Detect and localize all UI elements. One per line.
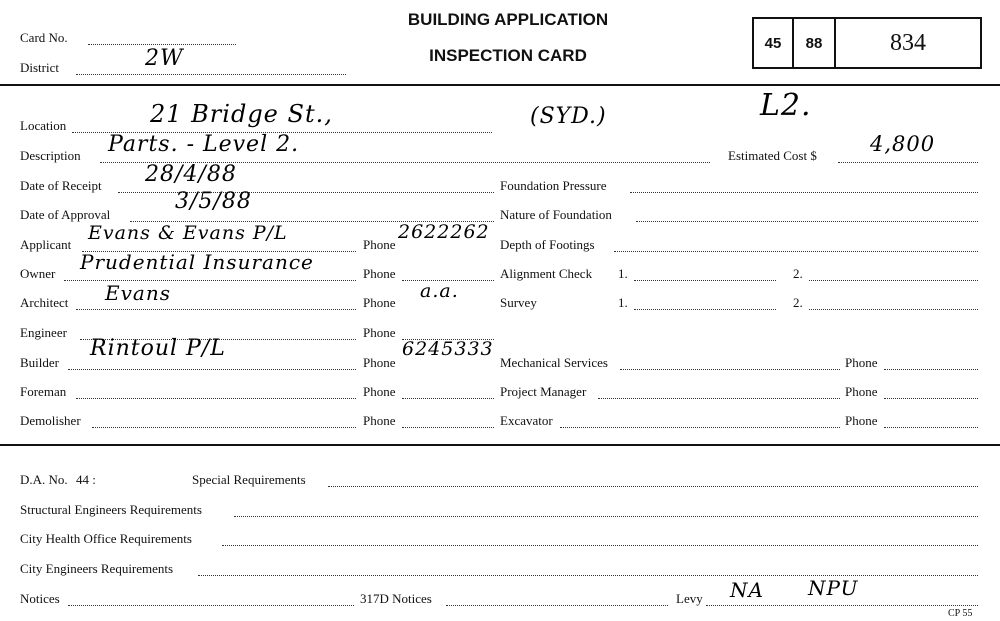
depth-of-footings-label: Depth of Footings — [500, 237, 595, 252]
demolisher-label: Demolisher — [20, 413, 81, 428]
notices-317d-field[interactable] — [446, 605, 668, 606]
header-rule — [0, 84, 1000, 86]
builder-value: Rintoul P/L — [90, 336, 226, 361]
levy-value-1: NA — [730, 578, 764, 602]
levy-field[interactable] — [706, 605, 978, 606]
owner-label: Owner — [20, 266, 56, 281]
foreman-phone-label: Phone — [363, 384, 396, 399]
date-of-receipt-value: 28/4/88 — [145, 162, 237, 187]
engineer-phone-label: Phone — [363, 325, 396, 340]
location-label: Location — [20, 118, 67, 133]
builder-phone-label: Phone — [363, 355, 396, 370]
mechanical-services-label: Mechanical Services — [500, 355, 608, 370]
foundation-pressure-label: Foundation Pressure — [500, 178, 607, 193]
survey-num1: 1. — [618, 295, 628, 310]
card-number-a: 45 — [754, 19, 794, 67]
levy-value-2: NPU — [808, 576, 859, 600]
demolisher-phone-field[interactable] — [402, 427, 494, 428]
architect-phone-label: Phone — [363, 295, 396, 310]
depth-of-footings-field[interactable] — [614, 251, 978, 252]
engineer-label: Engineer — [20, 325, 67, 340]
estimated-cost-label: Estimated Cost $ — [728, 148, 817, 163]
da-no-value: 44 : — [76, 472, 96, 487]
special-requirements-label: Special Requirements — [192, 472, 306, 487]
architect-phone-value: a.a. — [420, 280, 459, 302]
survey-label: Survey — [500, 295, 537, 310]
date-of-approval-value: 3/5/88 — [175, 189, 252, 214]
survey-num2: 2. — [793, 295, 803, 310]
alignment-check-field-1[interactable] — [634, 280, 776, 281]
card-number-box — [752, 17, 982, 69]
excavator-label: Excavator — [500, 413, 553, 428]
structural-engineers-field[interactable] — [234, 516, 978, 517]
estimated-cost-field[interactable] — [838, 162, 978, 163]
survey-field-2[interactable] — [809, 309, 978, 310]
notices-label: Notices — [20, 591, 60, 606]
location-mark: L2. — [760, 88, 812, 123]
owner-value: Prudential Insurance — [80, 250, 314, 274]
mechanical-services-field[interactable] — [620, 369, 840, 370]
project-manager-phone-field[interactable] — [884, 398, 978, 399]
alignment-check-num2: 2. — [793, 266, 803, 281]
district-field[interactable] — [76, 74, 346, 75]
applicant-label: Applicant — [20, 237, 72, 252]
nature-of-foundation-field[interactable] — [636, 221, 978, 222]
builder-label: Builder — [20, 355, 59, 370]
project-manager-label: Project Manager — [500, 384, 587, 399]
mechanical-services-phone-field[interactable] — [884, 369, 978, 370]
title-line-2: INSPECTION CARD — [429, 46, 587, 65]
architect-label: Architect — [20, 295, 69, 310]
structural-engineers-label: Structural Engineers Requirements — [20, 502, 202, 517]
architect-field[interactable] — [76, 309, 356, 310]
location-value: 21 Bridge St., — [150, 100, 333, 128]
alignment-check-label: Alignment Check — [500, 266, 593, 281]
applicant-phone-value: 2622262 — [398, 221, 490, 243]
notices-field[interactable] — [68, 605, 354, 606]
builder-field[interactable] — [68, 369, 356, 370]
city-health-label: City Health Office Requirements — [20, 531, 192, 546]
title-line-1: BUILDING APPLICATION — [407, 10, 609, 29]
description-value: Parts. - Level 2. — [108, 132, 300, 157]
card-number-b: 88 — [794, 19, 836, 67]
applicant-phone-label: Phone — [363, 237, 396, 252]
notices-317d-label: 317D Notices — [360, 591, 432, 606]
mechanical-services-phone-label: Phone — [845, 355, 878, 370]
special-requirements-field[interactable] — [328, 486, 978, 487]
project-manager-phone-label: Phone — [845, 384, 878, 399]
district-value: 2W — [145, 46, 184, 71]
estimated-cost-value: 4,800 — [870, 132, 936, 156]
city-engineers-label: City Engineers Requirements — [20, 561, 174, 576]
builder-phone-value: 6245333 — [402, 338, 494, 360]
excavator-phone-field[interactable] — [884, 427, 978, 428]
owner-phone-label: Phone — [363, 266, 396, 281]
foundation-pressure-field[interactable] — [630, 192, 978, 193]
alignment-check-field-2[interactable] — [809, 280, 978, 281]
excavator-phone-label: Phone — [845, 413, 878, 428]
levy-label: Levy — [676, 591, 703, 606]
city-health-field[interactable] — [222, 545, 978, 546]
description-label: Description — [20, 148, 81, 163]
demolisher-field[interactable] — [92, 427, 356, 428]
alignment-check-num1: 1. — [618, 266, 628, 281]
card-number-c: 834 — [890, 29, 926, 56]
section-rule — [0, 444, 1000, 446]
architect-value: Evans — [105, 281, 171, 305]
foreman-label: Foreman — [20, 384, 67, 399]
da-no-label: D.A. No. — [20, 472, 68, 487]
nature-of-foundation-label: Nature of Foundation — [500, 207, 612, 222]
demolisher-phone-label: Phone — [363, 413, 396, 428]
excavator-field[interactable] — [560, 427, 840, 428]
foreman-phone-field[interactable] — [402, 398, 494, 399]
applicant-value: Evans & Evans P/L — [88, 222, 288, 244]
city-engineers-field[interactable] — [198, 575, 978, 576]
project-manager-field[interactable] — [598, 398, 840, 399]
date-of-receipt-label: Date of Receipt — [20, 178, 102, 193]
district-label: District — [20, 60, 59, 75]
card-no-field[interactable] — [88, 44, 236, 45]
location-note: (SYD.) — [530, 104, 607, 129]
card-no-label: Card No. — [20, 30, 68, 45]
foreman-field[interactable] — [76, 398, 356, 399]
survey-field-1[interactable] — [634, 309, 776, 310]
date-of-approval-label: Date of Approval — [20, 207, 111, 222]
form-code: CP 55 — [948, 608, 973, 619]
